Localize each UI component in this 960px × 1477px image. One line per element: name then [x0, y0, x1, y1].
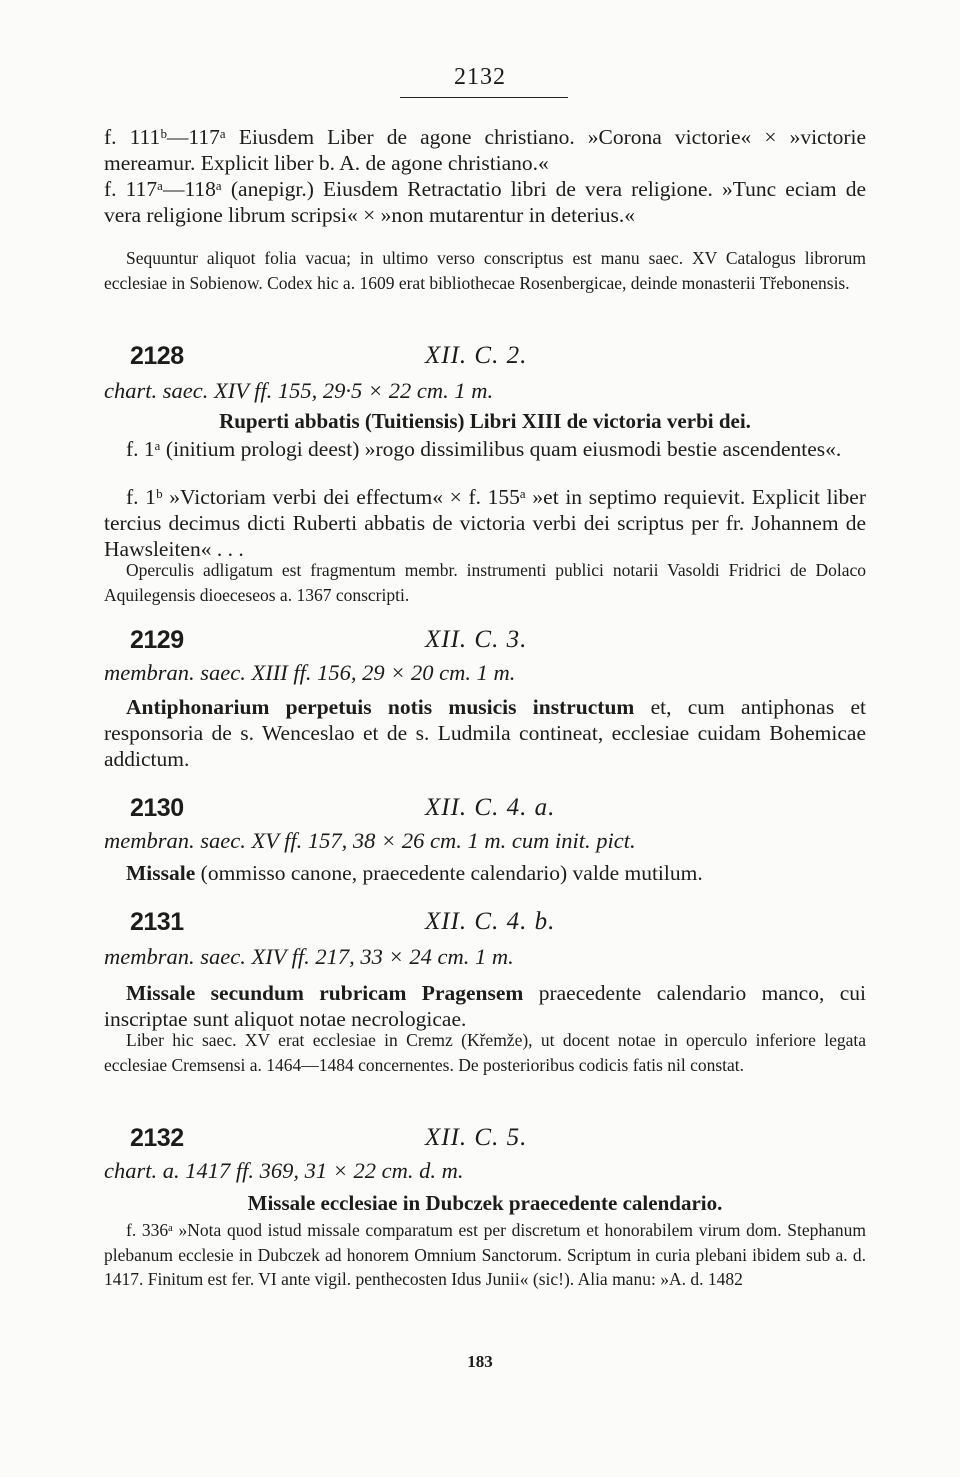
- page-footer-number: 183: [467, 1352, 493, 1371]
- title-2131-rest: praecedente calendario manco, cui inscriptae sunt aliquot notae necrologicae.: [104, 981, 866, 1031]
- title-2132: Missale ecclesiae in Dubczek praecedente calendario.: [247, 1191, 723, 1215]
- top-line-1: [104, 124, 866, 176]
- text1-2128: f. 1ᵃ (initium prologi deest) »rogo dissimilibus quam eiusmodi bestie ascendentes«.: [126, 437, 842, 461]
- entry-number-2131: 2131: [130, 908, 184, 936]
- title-2129-rest: et, cum antiphonas et responsoria de s. Wenceslao et de s. Ludmila contineat, ecclesiae cuidam Bohemicae addictum.: [104, 695, 866, 771]
- description-2132: chart. a. 1417 ff. 369, 31 × 22 cm. d. m.: [104, 1158, 464, 1183]
- top-line-2: [104, 176, 866, 228]
- title-2131: [104, 980, 866, 1032]
- title-2129: [104, 694, 866, 772]
- shelf-mark-2132: XII. C. 5.: [425, 1124, 528, 1151]
- top-note: Sequuntur aliquot folia vacua; in ultimo verso conscriptus est manu saec. XV Catalogus librorum ecclesiae in Sobienow. Codex hic a. 1609 erat bibliothecae Rosenbergicae, deinde monasterii Třebonensis.: [104, 248, 866, 293]
- shelf-mark-2128: XII. C. 2.: [425, 342, 528, 369]
- shelf-mark-2131: XII. C. 4. b.: [425, 908, 556, 935]
- title-2131-bold: Missale secundum rubricam Pragensem: [126, 981, 524, 1005]
- entry-number-2129: 2129: [130, 626, 184, 654]
- text2-2128: f. 1ᵇ »Victoriam verbi dei effectum« × f. 155ᵃ »et in septimo requievit. Explicit liber tercius decimus dicti Ruberti abbatis de victoria verbi dei scriptus per fr. Johannem de Hawsleiten« . . .: [104, 485, 866, 561]
- shelf-mark-2130: XII. C. 4. a.: [425, 794, 556, 821]
- description-2129: membran. saec. XIII ff. 156, 29 × 20 cm. 1 m.: [104, 660, 516, 685]
- page-header-number: 2132: [454, 64, 506, 90]
- entry-number-2128: 2128: [130, 342, 184, 370]
- top-line-1-text: f. 111ᵇ—117ᵃ Eiusdem Liber de agone christiano. »Corona victorie« × »victorie mereamur. Explicit liber b. A. de agone christiano.«: [104, 125, 866, 175]
- description-2131: membran. saec. XIV ff. 217, 33 × 24 cm. 1 m.: [104, 944, 514, 969]
- top-line-2-text: f. 117ᵃ—118ᵃ (anepigr.) Eiusdem Retractatio libri de vera religione. »Tunc eciam de vera religione librum scripsi« × »non mutarentur in deterius.«: [104, 177, 866, 227]
- note-2131: Liber hic saec. XV erat ecclesiae in Cremz (Křemže), ut docent notae in operculo inferiore legata ecclesiae Cremsensi a. 1464—1484 concernentes. De posterioribus codicis fatis nil constat.: [104, 1030, 866, 1075]
- shelf-mark-2129: XII. C. 3.: [425, 626, 528, 653]
- title-2128: Ruperti abbatis (Tuitiensis) Libri XIII de victoria verbi dei.: [219, 409, 751, 433]
- header-rule: [400, 97, 568, 98]
- title-2130: [104, 860, 866, 886]
- entry-number-2130: 2130: [130, 794, 184, 822]
- title-2130-rest: (ommisso canone, praecedente calendario) valde mutilum.: [195, 861, 703, 885]
- title-2130-bold: Missale: [126, 861, 196, 885]
- title-2129-bold: Antiphonarium perpetuis notis musicis instructum: [126, 695, 635, 719]
- note-2132: f. 336ᵃ »Nota quod istud missale comparatum est per discretum et honorabilem virum dom. Stephanum plebanum ecclesie in Dubczek ad honorem Omnium Sanctorum. Scriptum in curia plebani ibidem sub a. d. 1417. Finitum est fer. VI ante vigil. penthecosten Idus Junii« (sic!). Alia manu: »A. d. 1482: [104, 1220, 866, 1289]
- description-2130: membran. saec. XV ff. 157, 38 × 26 cm. 1 m. cum init. pict.: [104, 828, 636, 853]
- note-2128: Operculis adligatum est fragmentum membr. instrumenti publici notarii Vasoldi Fridrici de Dolaco Aquilegensis dioeceseos a. 1367 conscripti.: [104, 560, 866, 605]
- entry-number-2132: 2132: [130, 1124, 184, 1152]
- description-2128: chart. saec. XIV ff. 155, 29·5 × 22 cm. 1 m.: [104, 378, 494, 403]
